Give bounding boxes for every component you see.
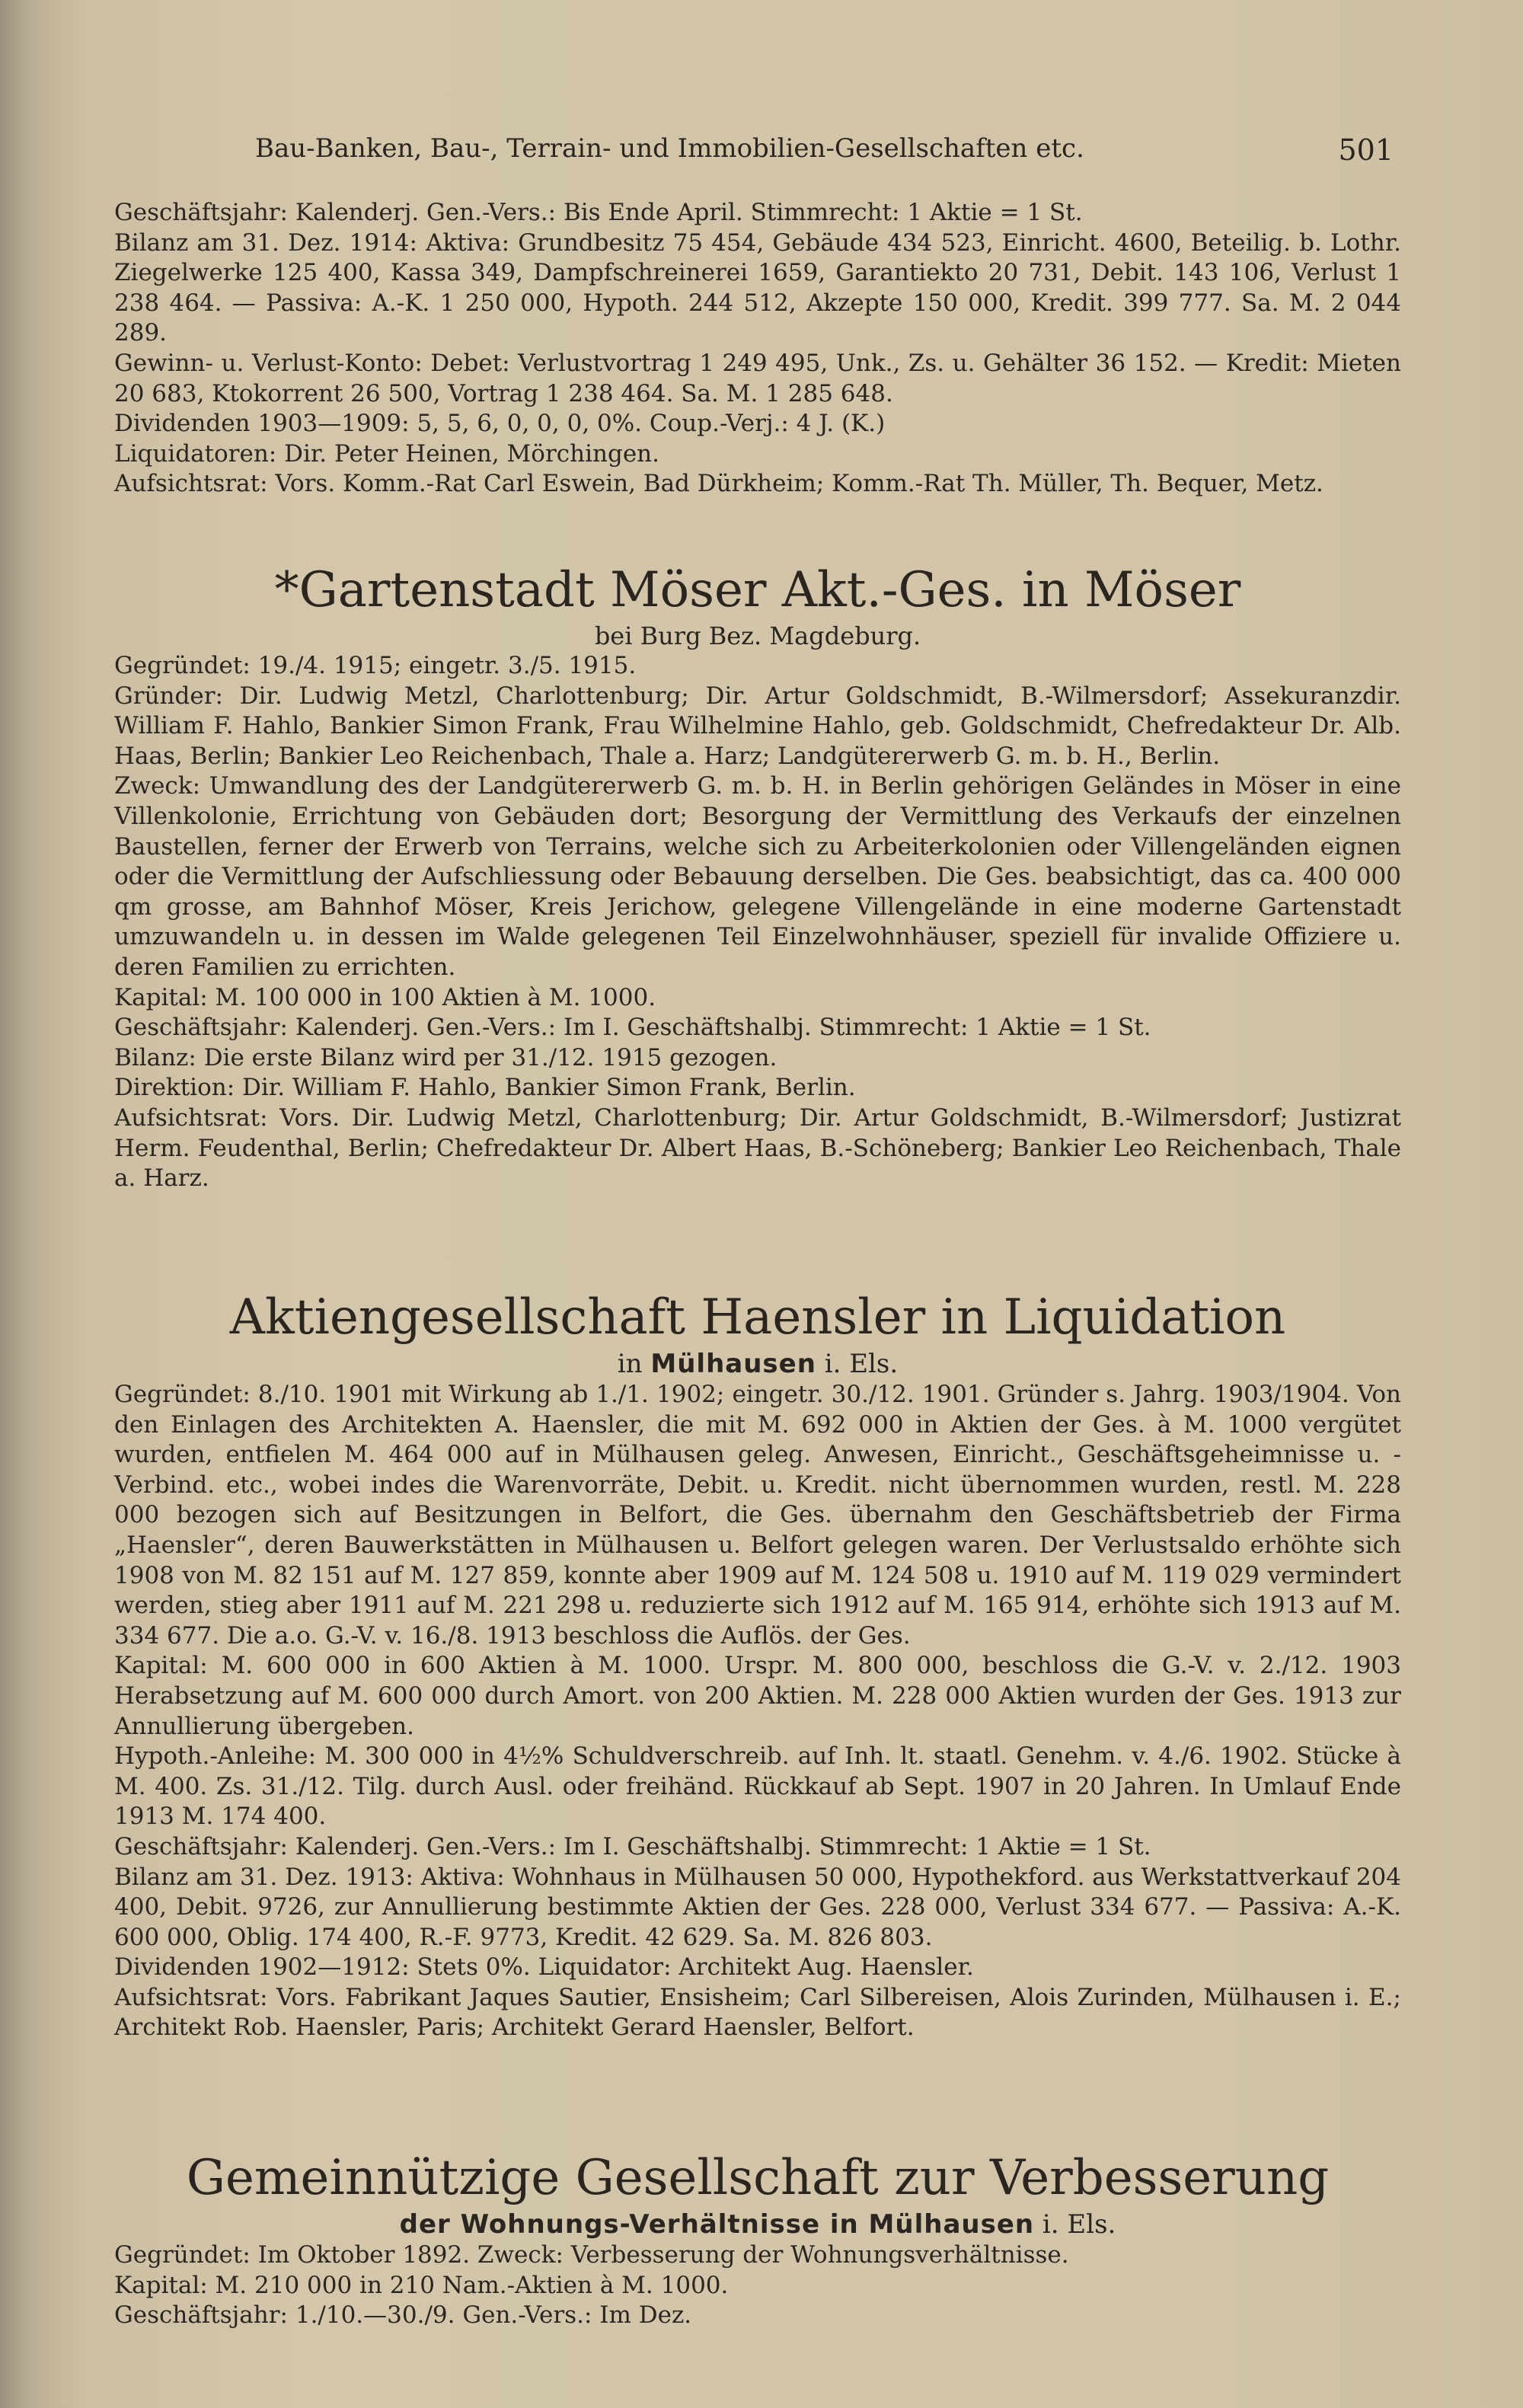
section-title: Aktiengesellschaft Haensler in Liquidation xyxy=(229,1289,1286,1346)
paragraph: Hypoth.-Anleihe: M. 300 000 in 4½% Schuldverschreib. auf Inh. lt. staatl. Genehm. v. 4./6. 1902. Stücke à M. 400. Zs. 31./12. Tilg. durch Ausl. oder freihänd. Rückkauf ab Sept. 1907 in 20 Jahren. In Umlauf Ende 1913 M. 174 400. xyxy=(114,1742,1401,1831)
subtitle-pre: in xyxy=(617,1349,643,1379)
paragraph: Gewinn- u. Verlust-Konto: Debet: Verlustvortrag 1 249 495, Unk., Zs. u. Gehälter 36 152. — Kredit: Mieten 20 683, Ktokorrent 26 500, Vortrag 1 238 464. Sa. M. 1 285 648. xyxy=(114,349,1401,407)
paragraph: Kapital: M. 210 000 in 210 Nam.-Aktien à M. 1000. xyxy=(114,2271,729,2299)
section-title: *Gartenstadt Möser Akt.-Ges. in Möser xyxy=(274,562,1241,618)
paragraph: Kapital: M. 100 000 in 100 Aktien à M. 1000. xyxy=(114,983,656,1011)
paragraph: Dividenden 1902—1912: Stets 0%. Liquidator: Architekt Aug. Haensler. xyxy=(114,1953,974,1982)
paragraph: Geschäftsjahr: Kalenderj. Gen.-Vers.: Im I. Geschäftshalbj. Stimmrecht: 1 Aktie = 1 St. xyxy=(114,1014,1151,1042)
paragraph: Aufsichtsrat: Vors. Dir. Ludwig Metzl, Charlottenburg; Dir. Artur Goldschmidt, B.-Wilmersdorf; Justizrat Herm. Feudenthal, Berlin; Chefredakteur Dr. Albert Haas, B.-Schöneberg; Bankier Leo Reichenbach, Thale a. Harz. xyxy=(114,1103,1401,1193)
paragraph: Dividenden 1903—1909: 5, 5, 6, 0, 0, 0, 0%. Coup.-Verj.: 4 J. (K.) xyxy=(114,410,886,438)
section-subtitle xyxy=(114,1348,1401,1380)
paragraph: Gegründet: Im Oktober 1892. Zweck: Verbesserung der Wohnungsverhältnisse. xyxy=(114,2241,1069,2269)
paragraph: Gründer: Dir. Ludwig Metzl, Charlottenburg; Dir. Artur Goldschmidt, B.-Wilmersdorf; Assekuranzdir. William F. Hahlo, Bankier Simon Frank, Frau Wilhelmine Hahlo, geb. Goldschmidt, Chefredakteur Dr. Alb. Haas, Berlin; Bankier Leo Reichenbach, Thale a. Harz; Landgütererwerb G. m. b. H., Berlin. xyxy=(114,682,1401,770)
paragraph: Aufsichtsrat: Vors. Komm.-Rat Carl Eswein, Bad Dürkheim; Komm.-Rat Th. Müller, Th. Bequer, Metz. xyxy=(114,470,1323,498)
subtitle-main: der Wohnungs-Verhältnisse in Mülhausen xyxy=(399,2209,1035,2240)
paragraph: Aufsichtsrat: Vors. Fabrikant Jaques Sautier, Ensisheim; Carl Silbereisen, Alois Zurinden, Mülhausen i. E.; Architekt Rob. Haensler, Paris; Architekt Gerard Haensler, Belfort. xyxy=(114,1983,1401,2042)
paragraph: Zweck: Umwandlung des der Landgütererwerb G. m. b. H. in Berlin gehörigen Geländes in Möser in eine Villenkolonie, Errichtung von Gebäuden dort; Besorgung der Vermittlung des Verkaufs der einzelnen Baustellen, ferner der Erwerb von Terrains, welche sich zu Arbeiterkolonien oder Villengeländen eignen oder die Vermittlung der Aufschliessung oder Bebauung derselben. Die Ges. beabsichtigt, das ca. 400 000 qm grosse, am Bahnhof Möser, Kreis Jerichow, gelegene Villengelände in eine moderne Gartenstadt umzuwandeln u. in dessen im Walde gelegenen Teil Einzelwohnhäuser, speziell für invalide Offiziere u. deren Familien zu errichten. xyxy=(114,772,1401,981)
top-section xyxy=(114,198,1401,500)
paragraph: Gegründet: 8./10. 1901 mit Wirkung ab 1./1. 1902; eingetr. 30./12. 1901. Gründer s. Jahrg. 1903/1904. Von den Einlagen des Architekten A. Haensler, die mit M. 692 000 in Aktien der Ges. à M. 1000 vergütet wurden, entfielen M. 464 000 auf in Mülhausen geleg. Anwesen, Einricht., Geschäftsgeheimnisse u. -Verbind. etc., wobei indes die Warenvorräte, Debit. u. Kredit. nicht übernommen wurden, restl. M. 228 000 bezogen sich auf Besitzungen in Belfort, die Ges. übernahm den Geschäftsbetrieb der Firma „Haensler“, deren Bauwerkstätten in Mülhausen u. Belfort gelegen waren. Der Verlustsaldo erhöhte sich 1908 von M. 82 151 auf M. 127 859, konnte aber 1909 auf M. 124 508 u. 1910 auf M. 119 029 vermindert werden, stieg aber 1911 auf M. 221 298 u. reduzierte sich 1912 auf M. 165 914, erhöhte sich 1913 auf M. 334 677. Die a.o. G.-V. v. 16./8. 1913 beschloss die Auflös. der Ges. xyxy=(114,1381,1401,1650)
paragraph: Geschäftsjahr: Kalenderj. Gen.-Vers.: Im I. Geschäftshalbj. Stimmrecht: 1 Aktie = 1 St. xyxy=(114,1832,1151,1860)
section-title: Gemeinnützige Gesellschaft zur Verbesserung xyxy=(186,2150,1330,2206)
running-title: Bau-Banken, Bau-, Terrain- und Immobilien-Gesellschaften etc. xyxy=(255,133,1084,164)
paragraph: Gegründet: 19./4. 1915; eingetr. 3./5. 1915. xyxy=(114,652,637,679)
paragraph: Bilanz am 31. Dez. 1914: Aktiva: Grundbesitz 75 454, Gebäude 434 523, Einricht. 4600, Beteilig. b. Lothr. Ziegelwerke 125 400, Kassa 349, Dampfschreinerei 1659, Garantiekto 20 731, Debit. 143 106, Verlust 1 238 464. — Passiva: A.-K. 1 250 000, Hypoth. 244 512, Akzepte 150 000, Kredit. 399 777. Sa. M. 2 044 289. xyxy=(114,228,1401,347)
paragraph: Liquidatoren: Dir. Peter Heinen, Mörchingen. xyxy=(114,439,659,468)
subtitle-post: i. Els. xyxy=(824,1349,899,1379)
page-number: 501 xyxy=(1338,133,1394,167)
subtitle-post: i. Els. xyxy=(1042,2209,1116,2240)
section-gartenstadt xyxy=(114,560,1401,1194)
paragraph: Direktion: Dir. William F. Hahlo, Bankier Simon Frank, Berlin. xyxy=(114,1074,856,1102)
paragraph: Geschäftsjahr: 1./10.—30./9. Gen.-Vers.: Im Dez. xyxy=(114,2301,692,2330)
subtitle-place: Mülhausen xyxy=(650,1349,816,1379)
paragraph: Kapital: M. 600 000 in 600 Aktien à M. 1000. Urspr. M. 800 000, beschloss die G.-V. v. 2./12. 1903 Herabsetzung auf M. 600 000 durch Amort. von 200 Aktien. M. 228 000 Aktien wurden der Ges. 1913 zur Annullierung übergeben. xyxy=(114,1652,1401,1740)
section-gemeinnuetzige xyxy=(114,2148,1401,2331)
paragraph: Bilanz am 31. Dez. 1913: Aktiva: Wohnhaus in Mülhausen 50 000, Hypothekford. aus Werkstattverkauf 204 400, Debit. 9726, zur Annullierung bestimmte Aktien der Ges. 228 000, Verlust 334 677. — Passiva: A.-K. 600 000, Oblig. 174 400, R.-F. 9773, Kredit. 42 629. Sa. M. 826 803. xyxy=(114,1863,1401,1951)
paragraph: Geschäftsjahr: Kalenderj. Gen.-Vers.: Bis Ende April. Stimmrecht: 1 Aktie = 1 St. xyxy=(114,199,1083,226)
section-subtitle: bei Burg Bez. Magdeburg. xyxy=(594,621,921,650)
section-haensler xyxy=(114,1287,1401,2043)
paragraph: Bilanz: Die erste Bilanz wird per 31./12. 1915 gezogen. xyxy=(114,1043,777,1071)
section-subtitle xyxy=(114,2208,1401,2240)
page-header xyxy=(255,133,1394,179)
